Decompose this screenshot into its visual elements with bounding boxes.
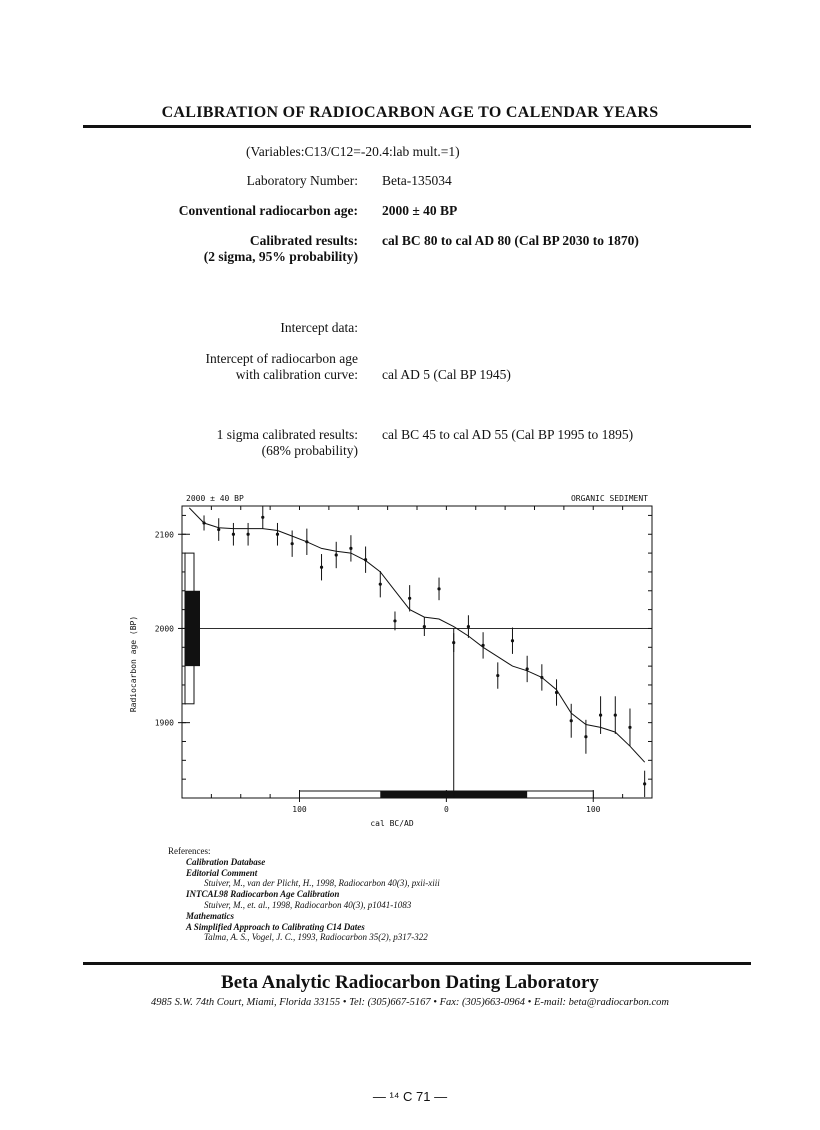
x-tick-label: 100 bbox=[586, 805, 601, 814]
data-point bbox=[540, 676, 543, 679]
report-title: CALIBRATION OF RADIOCARBON AGE TO CALENDAR YEARS bbox=[161, 104, 659, 121]
references-heading: References: bbox=[168, 846, 211, 856]
radiocarbon-1sigma-bar bbox=[185, 591, 200, 666]
x-tick-label: 100 bbox=[292, 805, 307, 814]
variables-text: (Variables:C13/C12=-20.4:lab mult.=1) bbox=[246, 144, 460, 159]
data-point bbox=[467, 625, 470, 628]
data-point bbox=[408, 597, 411, 600]
y-axis-label: Radiocarbon age (BP) bbox=[129, 615, 138, 713]
plot-frame bbox=[182, 506, 652, 798]
data-point bbox=[320, 566, 323, 569]
data-point bbox=[232, 533, 235, 536]
footer-rule bbox=[83, 962, 751, 965]
data-point bbox=[643, 782, 646, 785]
calibrated-value: cal BC 80 to cal AD 80 (Cal BP 2030 to 1870) bbox=[382, 233, 639, 248]
data-point bbox=[246, 533, 249, 536]
data-point bbox=[335, 553, 338, 556]
data-point bbox=[614, 714, 617, 717]
intercept-line1: Intercept of radiocarbon age bbox=[205, 351, 358, 366]
ref-citation-2: Stuiver, M., van der Plicht, H., 1998, Radiocarbon 40(3), pxii-xiii bbox=[204, 878, 440, 889]
plot-area bbox=[155, 506, 652, 814]
data-point bbox=[276, 533, 279, 536]
data-point bbox=[481, 644, 484, 647]
data-point bbox=[261, 516, 264, 519]
data-point bbox=[379, 583, 382, 586]
x-tick-label: 0 bbox=[443, 805, 449, 814]
data-point bbox=[452, 641, 455, 644]
intercept-label: Intercept data: bbox=[280, 320, 358, 335]
ref-citation-5: Talma, A. S., Vogel, J. C., 1993, Radiocarbon 35(2), p317-322 bbox=[204, 932, 428, 943]
calibration-chart bbox=[120, 488, 660, 833]
ref-title-3: INTCAL98 Radiocarbon Age Calibration bbox=[186, 889, 340, 900]
y-tick-label: 1900 bbox=[154, 718, 174, 728]
title-rule bbox=[83, 125, 751, 128]
page-number: — ¹⁴ C 71 — bbox=[372, 1089, 448, 1104]
data-point bbox=[437, 587, 440, 590]
conv-age-value: 2000 ± 40 BP bbox=[382, 203, 458, 218]
lab-name: Beta Analytic Radiocarbon Dating Laboratory bbox=[221, 972, 599, 993]
data-point bbox=[599, 714, 602, 717]
data-point bbox=[511, 639, 514, 642]
y-tick-label: 2000 bbox=[154, 624, 174, 634]
ref-citation-3: Stuiver, M., et. al., 1998, Radiocarbon 40(3), p1041-1083 bbox=[204, 899, 412, 910]
chart-title-right: ORGANIC SEDIMENT bbox=[570, 494, 648, 503]
lab-address: 4985 S.W. 74th Court, Miami, Florida 33155 • Tel: (305)667-5167 • Fax: (305)663-0964 • E-mail: beta@radiocarbon.com bbox=[150, 997, 670, 1008]
calibrated-label: Calibrated results: bbox=[249, 233, 358, 248]
sigma1-value: cal BC 45 to cal AD 55 (Cal BP 1995 to 1895) bbox=[382, 427, 634, 442]
ref-title-4: Mathematics bbox=[186, 910, 235, 921]
data-point bbox=[364, 558, 367, 561]
chart-title-left: 2000 ± 40 BP bbox=[186, 494, 244, 503]
data-point bbox=[217, 528, 220, 531]
intercept-line2: with calibration curve: bbox=[235, 367, 358, 382]
data-point bbox=[202, 521, 205, 524]
data-point bbox=[349, 547, 352, 550]
data-point bbox=[393, 619, 396, 622]
data-point bbox=[584, 735, 587, 738]
data-point bbox=[305, 540, 308, 543]
sigma1-sub: (68% probability) bbox=[261, 443, 358, 458]
ref-title-5: A Simplified Approach to Calibrating C14 Dates bbox=[186, 921, 365, 932]
data-point bbox=[526, 667, 529, 670]
data-point bbox=[628, 726, 631, 729]
data-point bbox=[570, 719, 573, 722]
references bbox=[168, 846, 440, 943]
sigma1-label: 1 sigma calibrated results: bbox=[216, 427, 358, 442]
data-point bbox=[423, 625, 426, 628]
lab-number-value: Beta-135034 bbox=[382, 173, 452, 188]
data-point bbox=[555, 691, 558, 694]
ref-title-2: Editorial Comment bbox=[186, 867, 258, 878]
data-point bbox=[496, 674, 499, 677]
data-point bbox=[291, 542, 294, 545]
lab-number-label: Laboratory Number: bbox=[246, 173, 358, 188]
y-tick-label: 2100 bbox=[154, 530, 174, 540]
calibrated-sub: (2 sigma, 95% probability) bbox=[203, 249, 358, 264]
ref-title-1: Calibration Database bbox=[186, 856, 266, 867]
x-axis-label: cal BC/AD bbox=[370, 819, 414, 828]
conv-age-label: Conventional radiocarbon age: bbox=[178, 203, 358, 218]
intercept-value: cal AD 5 (Cal BP 1945) bbox=[382, 367, 511, 382]
calibration-curve bbox=[189, 508, 644, 762]
